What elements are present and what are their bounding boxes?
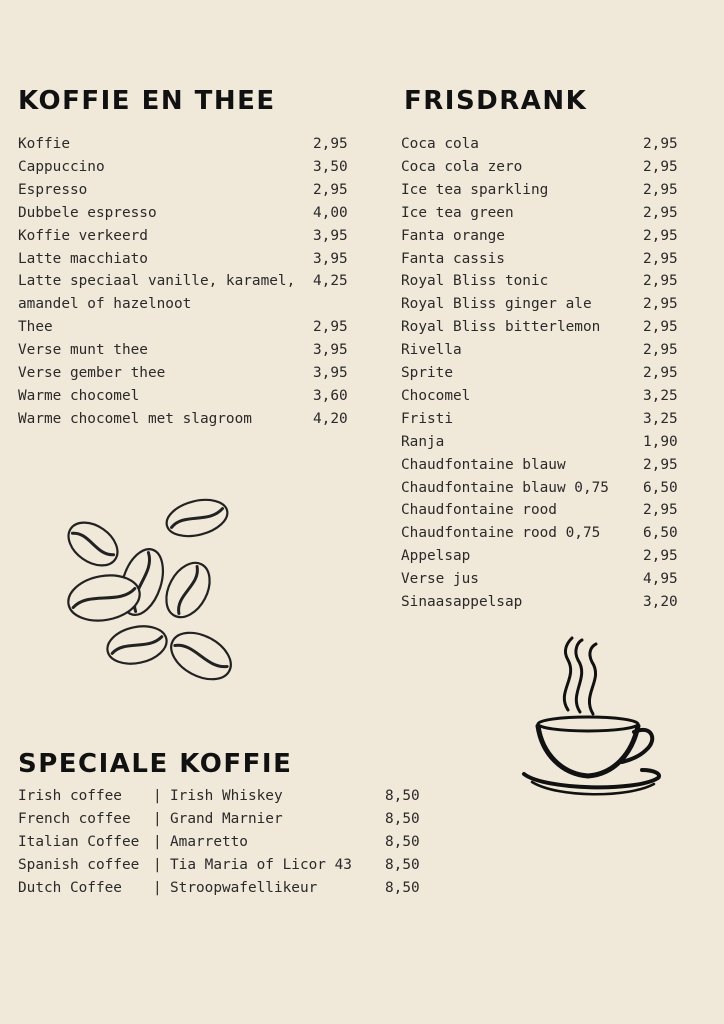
item-liqueur: Tia Maria of Licor 43 <box>170 856 352 873</box>
list-item <box>401 133 678 156</box>
list-item <box>18 179 348 202</box>
item-name: Rivella <box>401 342 462 359</box>
item-name: Thee <box>18 319 53 336</box>
item-price: 2,95 <box>643 181 678 198</box>
item-name: Chaudfontaine blauw 0,75 <box>401 479 609 496</box>
item-price: 2,95 <box>643 342 678 359</box>
item-price: 8,50 <box>385 856 420 873</box>
item-price: 3,60 <box>313 387 348 404</box>
list-item <box>401 362 678 385</box>
item-price: 2,95 <box>643 273 678 290</box>
item-name: Latte macchiato <box>18 250 148 267</box>
list-item <box>401 293 678 316</box>
coffee-beans-icon <box>60 490 245 690</box>
item-name: Irish coffee <box>18 788 122 804</box>
item-price: 3,95 <box>313 250 348 267</box>
list-item <box>401 385 678 408</box>
item-name: Koffie verkeerd <box>18 227 148 244</box>
item-price: 3,25 <box>643 387 678 404</box>
item-price: 2,95 <box>313 181 348 198</box>
coffee-cup-icon <box>518 632 668 807</box>
item-price: 2,95 <box>643 319 678 336</box>
item-name: amandel of hazelnoot <box>18 296 192 313</box>
item-price: 1,90 <box>643 433 678 450</box>
list-item <box>18 339 348 362</box>
item-price: 2,95 <box>643 502 678 519</box>
list-item <box>18 248 348 271</box>
item-name: Dubbele espresso <box>18 204 157 221</box>
separator: | <box>153 833 162 850</box>
speciale-koffie-title: SPECIALE KOFFIE <box>18 749 293 779</box>
separator: | <box>153 810 162 827</box>
item-price: 3,95 <box>313 342 348 359</box>
item-name: Espresso <box>18 181 88 198</box>
item-liqueur: Stroopwafellikeur <box>170 879 318 896</box>
list-item <box>401 316 678 339</box>
list-item <box>18 156 348 179</box>
list-item <box>401 179 678 202</box>
item-price: 2,95 <box>643 158 678 175</box>
item-name: Royal Bliss bitterlemon <box>401 319 601 336</box>
item-liqueur: Grand Marnier <box>170 810 283 827</box>
list-item <box>401 225 678 248</box>
item-price: 8,50 <box>385 879 420 896</box>
item-name: Verse gember thee <box>18 365 166 381</box>
item-name: Chaudfontaine blauw <box>401 456 566 473</box>
item-liqueur: Amarretto <box>170 833 248 850</box>
list-item <box>401 591 678 614</box>
item-price: 6,50 <box>643 525 678 542</box>
list-item <box>401 156 678 179</box>
item-name: Dutch Coffee <box>18 879 122 896</box>
item-name: Sinaasappelsap <box>401 594 523 610</box>
list-item <box>18 408 348 431</box>
item-price: 8,50 <box>385 810 420 827</box>
item-name: Royal Bliss tonic <box>401 273 549 290</box>
list-item <box>18 225 348 248</box>
item-price: 4,25 <box>313 273 348 290</box>
item-name: Coca cola zero <box>401 158 523 175</box>
item-price: 2,95 <box>643 227 678 244</box>
list-item <box>401 248 678 271</box>
separator: | <box>153 879 162 896</box>
item-price: 3,95 <box>313 227 348 244</box>
item-price: 8,50 <box>385 833 420 850</box>
item-name: Royal Bliss ginger ale <box>401 296 592 313</box>
item-name: Italian Coffee <box>18 833 140 850</box>
list-item <box>18 293 191 316</box>
item-name: Fanta cassis <box>401 250 505 267</box>
item-price: 3,20 <box>643 594 678 610</box>
item-name: Chocomel <box>401 387 471 404</box>
list-item <box>18 133 348 156</box>
list-item <box>18 316 348 339</box>
item-name: Fanta orange <box>401 227 505 244</box>
item-price: 2,95 <box>643 250 678 267</box>
item-name: Chaudfontaine rood 0,75 <box>401 525 601 542</box>
separator: | <box>153 856 162 873</box>
item-price: 2,95 <box>643 136 678 152</box>
separator: | <box>153 788 162 804</box>
list-item <box>401 568 678 591</box>
item-name: Sprite <box>401 365 453 381</box>
item-price: 2,95 <box>643 456 678 473</box>
item-name: Warme chocomel <box>18 387 140 404</box>
item-name: French coffee <box>18 810 131 827</box>
item-name: Ice tea sparkling <box>401 181 549 198</box>
item-price: 2,95 <box>643 204 678 221</box>
item-name: Verse jus <box>401 571 479 588</box>
list-item <box>18 385 348 408</box>
list-item <box>401 499 678 522</box>
list-item <box>18 270 348 293</box>
item-price: 3,50 <box>313 158 348 175</box>
item-price: 2,95 <box>643 296 678 313</box>
list-item <box>401 431 678 454</box>
list-item <box>401 339 678 362</box>
item-price: 6,50 <box>643 479 678 496</box>
item-name: Ranja <box>401 433 445 450</box>
list-item <box>401 202 678 225</box>
list-item <box>401 408 678 431</box>
frisdrank-title: FRISDRANK <box>404 86 588 116</box>
item-name: Chaudfontaine rood <box>401 502 557 519</box>
item-name: Fristi <box>401 410 453 427</box>
item-price: 8,50 <box>385 788 420 804</box>
item-name: Coca cola <box>401 136 479 152</box>
item-name: Verse munt thee <box>18 342 148 359</box>
item-name: Koffie <box>18 136 70 152</box>
koffie-en-thee-title: KOFFIE EN THEE <box>18 86 276 116</box>
item-name: Ice tea green <box>401 204 514 221</box>
list-item <box>401 522 678 545</box>
item-price: 4,00 <box>313 204 348 221</box>
item-price: 3,25 <box>643 410 678 427</box>
item-price: 2,95 <box>313 319 348 336</box>
item-name: Warme chocomel met slagroom <box>18 410 252 427</box>
list-item <box>401 545 678 568</box>
item-price: 2,95 <box>643 548 678 565</box>
item-price: 4,20 <box>313 410 348 427</box>
item-price: 2,95 <box>313 136 348 152</box>
item-name: Appelsap <box>401 548 471 565</box>
item-price: 3,95 <box>313 365 348 381</box>
list-item <box>401 270 678 293</box>
item-price: 4,95 <box>643 571 678 588</box>
item-price: 2,95 <box>643 365 678 381</box>
list-item <box>401 454 678 477</box>
item-name: Latte speciaal vanille, karamel, <box>18 273 296 290</box>
list-item <box>401 477 678 500</box>
list-item <box>18 362 348 385</box>
item-name: Cappuccino <box>18 158 105 175</box>
item-name: Spanish coffee <box>18 856 140 873</box>
item-liqueur: Irish Whiskey <box>170 788 283 804</box>
list-item <box>18 202 348 225</box>
